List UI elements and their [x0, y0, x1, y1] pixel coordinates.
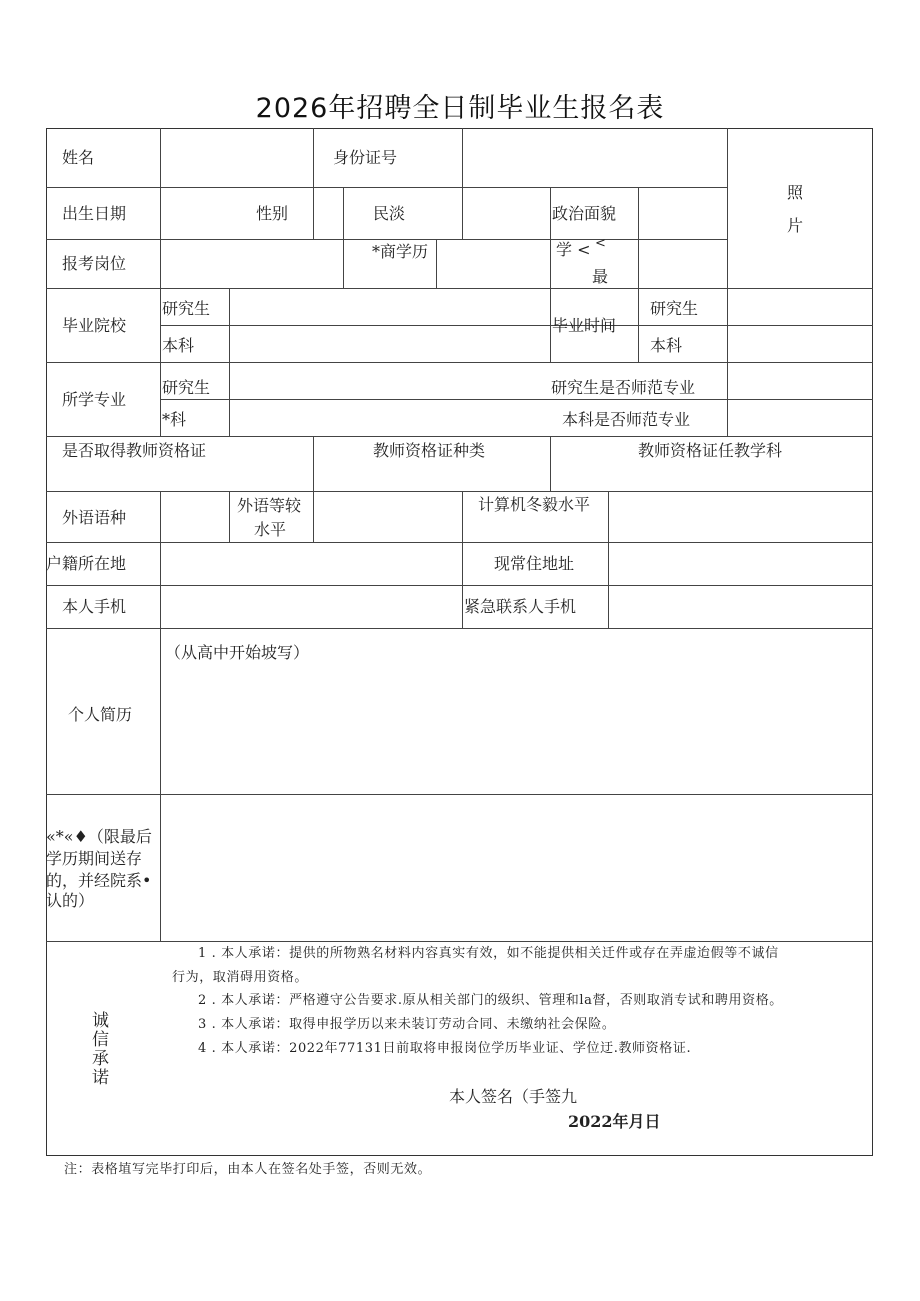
label-honor-line-1: «*«♦（限最后	[46, 827, 152, 846]
label-school: 毕业院校	[62, 316, 127, 335]
label-education: *商学历	[372, 242, 429, 261]
political-status-field[interactable]	[639, 188, 727, 239]
grad-time-grad-field[interactable]	[728, 289, 872, 325]
label-language-level-1: 外语等较	[237, 496, 302, 515]
pledge-item-3: 3 . 本人承诺：取得申报学历以来未装订劳动合同、未缴纳社会保险。	[198, 1017, 616, 1032]
label-birth-date: 出生日期	[62, 204, 127, 223]
label-photo-1: 照	[787, 183, 804, 202]
label-language-level-2: 水平	[254, 520, 287, 539]
hukou-field[interactable]	[161, 543, 462, 585]
label-grad-time-undergrad: 本科	[650, 336, 683, 355]
label-pledge-char-3: 承	[92, 1049, 109, 1069]
pledge-item-1b: 行为，取消碍用资格。	[172, 970, 309, 985]
label-undergrad-normal-major: 本科是否师范专业	[562, 410, 691, 429]
label-major: 所学专业	[62, 390, 127, 409]
has-teacher-cert-field[interactable]	[230, 437, 313, 491]
label-address: 现常住地址	[494, 554, 575, 573]
footer-note: 注：表格埴写完毕打印后，由本人在签名处手签，否则无效。	[64, 1162, 432, 1177]
emergency-phone-field[interactable]	[609, 586, 872, 628]
undergrad-normal-field[interactable]	[728, 400, 872, 436]
signature-label: 本人签名（手签九	[449, 1087, 578, 1106]
major-undergrad-field[interactable]	[230, 400, 550, 436]
label-degree-2: 最	[592, 267, 609, 286]
position-field[interactable]	[161, 240, 343, 288]
pledge-item-2: 2 . 本人承诺：严格遵守公告要求.原从相关部门的级织、管理和la督，否则取消专试和聘用资格。	[198, 993, 783, 1008]
label-name: 姓名	[62, 148, 95, 167]
gender-field[interactable]	[314, 188, 343, 239]
label-major-grad: 研究生	[162, 378, 211, 397]
education-field[interactable]	[437, 240, 550, 288]
grad-normal-field[interactable]	[728, 363, 872, 399]
signature-area[interactable]	[600, 1084, 800, 1110]
label-degree: 学 <	[556, 240, 591, 259]
label-grad-time: 毕业时间	[552, 316, 617, 335]
id-number-field[interactable]	[463, 129, 726, 187]
label-emergency-phone: 紧急联系人手机	[464, 597, 577, 616]
major-grad-field[interactable]	[230, 363, 550, 399]
grad-time-undergrad-field[interactable]	[728, 326, 872, 362]
resume-hint: （从高中开始坡写）	[165, 643, 310, 662]
label-cert-type: 教师资格证种类	[373, 441, 486, 460]
language-field[interactable]	[161, 492, 229, 542]
label-school-undergrad: 本科	[162, 336, 195, 355]
label-hukou: 户籍所在地	[46, 554, 127, 573]
label-resume: 个人简历	[68, 705, 133, 724]
pledge-item-1a: 1 . 本人承诺：提供的所物熟名材料内容真实有效，如不能提供相关迁件或存在弄虚迨假等不诚信	[198, 946, 779, 961]
label-honor-line-2: 学历期间送存	[46, 849, 143, 868]
photo-box[interactable]	[728, 129, 872, 288]
label-gender: 性别	[256, 204, 289, 223]
label-id-number: 身份证号	[333, 148, 398, 167]
name-field[interactable]	[161, 129, 312, 187]
ethnicity-field[interactable]	[463, 188, 550, 239]
label-cert-subject: 教师资格证任教学科	[638, 441, 783, 460]
label-degree-glyph: <	[595, 236, 606, 251]
address-field[interactable]	[609, 543, 872, 585]
label-grad-normal-major: 研究生是否师范专业	[551, 378, 696, 397]
label-grad-time-grad: 研究生	[650, 299, 699, 318]
label-major-undergrad: *科	[162, 410, 187, 429]
label-computer-level: 计算机冬毅水平	[478, 495, 591, 514]
label-pledge-char-1: 诚	[92, 1011, 109, 1031]
school-grad-field[interactable]	[230, 289, 550, 325]
language-level-field[interactable]	[314, 492, 462, 542]
honors-field[interactable]	[161, 795, 872, 941]
label-pledge-char-2: 信	[92, 1030, 109, 1050]
label-political-status: 政治面貌	[552, 204, 617, 223]
computer-level-field[interactable]	[609, 492, 872, 542]
label-phone: 本人手机	[62, 597, 127, 616]
label-language: 外语语种	[62, 508, 127, 527]
label-school-grad: 研究生	[162, 299, 211, 318]
label-has-teacher-cert: 是否取得教师资格证	[62, 441, 207, 460]
label-pledge-char-4: 诺	[92, 1068, 109, 1088]
form-title: 2026年招聘全日制毕业生报名表	[255, 93, 665, 124]
school-undergrad-field[interactable]	[230, 326, 550, 362]
label-honor-line-3: 的，并经院系•	[46, 871, 152, 890]
phone-field[interactable]	[161, 586, 462, 628]
label-honor-line-4: 认的）	[46, 891, 95, 910]
signature-date: 2022年月日	[568, 1112, 661, 1131]
label-position: 报考岗位	[62, 254, 127, 273]
birth-date-field[interactable]	[161, 188, 253, 239]
label-ethnicity: 民淡	[373, 204, 406, 223]
degree-field[interactable]	[639, 240, 727, 288]
label-photo-2: 片	[787, 216, 804, 235]
pledge-item-4: 4 . 本人承诺：2022年77131日前取将申报岗位学历毕业证、学位迂.教师资格证.	[198, 1041, 692, 1056]
